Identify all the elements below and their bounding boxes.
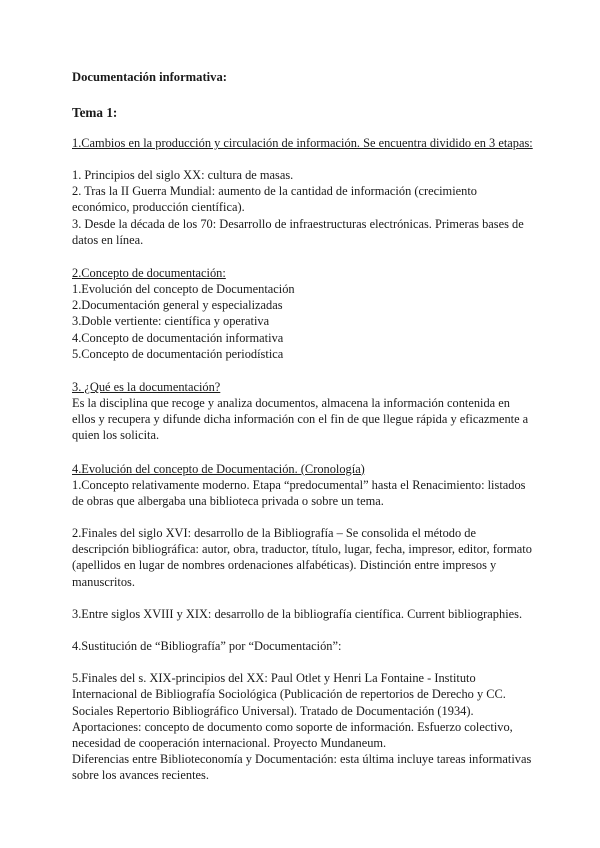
paragraph-line: sobre los avances recientes. xyxy=(72,768,209,783)
section-heading: 3. ¿Qué es la documentación? xyxy=(72,380,221,395)
document-title: Documentación informativa: xyxy=(72,70,227,84)
section-que-es xyxy=(72,379,532,444)
paragraph-line: Diferencias entre Biblioteconomía y Documentación: esta última incluye tareas informativas xyxy=(72,752,532,767)
paragraph-line: 5.Finales del s. XIX-principios del XX: Paul Otlet y Henri La Fontaine - Instituto xyxy=(72,671,476,686)
list-item: 2.Documentación general y especializadas xyxy=(72,298,283,313)
document-page xyxy=(72,69,532,784)
definition-paragraph: Es la disciplina que recoge y analiza documentos, almacena la información contenida en ellos y recupera y difunde dicha información con el fin de que llegue rápida y eficazmente a quien los solicita. xyxy=(72,396,529,443)
section-heading: 1.Cambios en la producción y circulación de información. Se encuentra dividido en 3 etapas: xyxy=(72,136,533,150)
section-heading: 2.Concepto de documentación: xyxy=(72,266,226,281)
list-item: 3.Doble vertiente: científica y operativa xyxy=(72,314,270,329)
paragraph: 2.Finales del siglo XVI: desarrollo de la Bibliografía – Se consolida el método de descripción bibliográfica: autor, obra, traductor, título, lugar, fecha, impresor, editor, formato (apellidos en lugar de nombres ordenaciones alfabéticas). Distinción entre impresos y manuscritos. xyxy=(72,526,532,589)
section-evolucion xyxy=(72,461,532,784)
paragraph: 1.Concepto relativamente moderno. Etapa “predocumental” hasta el Renacimiento: listados de obras que albergaba una biblioteca privada o sobre un tema. xyxy=(72,477,526,508)
list-item: 4.Concepto de documentación informativa xyxy=(72,330,284,345)
list-item: 5.Concepto de documentación periodística xyxy=(72,346,284,361)
paragraph-line: Sociales Repertorio Bibliográfico Universal). Tratado de Documentación (1934). xyxy=(72,703,474,718)
list-item: 2. Tras la II Guerra Mundial: aumento de la cantidad de información (crecimiento económico, producción científica). xyxy=(72,184,477,215)
paragraph-line: Aportaciones: concepto de documento como soporte de información. Esfuerzo colectivo, xyxy=(72,719,513,734)
section-heading: 4.Evolución del concepto de Documentación. (Cronología) xyxy=(72,461,365,476)
section-concepto xyxy=(72,265,532,362)
paragraph: 3.Entre siglos XVIII y XIX: desarrollo de la bibliografía científica. Current bibliographies. xyxy=(72,606,523,621)
tema-heading: Tema 1: xyxy=(72,105,118,120)
paragraph-line: Internacional de Bibliografía Sociológica (Publicación de repertorios de Derecho y CC. xyxy=(72,687,506,702)
list-item: 1. Principios del siglo XX: cultura de masas. xyxy=(72,168,294,182)
paragraph-line: necesidad de cooperación internacional. Proyecto Mundaneum. xyxy=(72,736,387,751)
list-item: 1.Evolución del concepto de Documentación xyxy=(72,282,295,297)
section-cambios xyxy=(72,135,532,248)
paragraph: 4.Sustitución de “Bibliografía” por “Documentación”: xyxy=(72,639,342,654)
list-item: 3. Desde la década de los 70: Desarrollo de infraestructuras electrónicas. Primeras bases de datos en línea. xyxy=(72,216,524,247)
